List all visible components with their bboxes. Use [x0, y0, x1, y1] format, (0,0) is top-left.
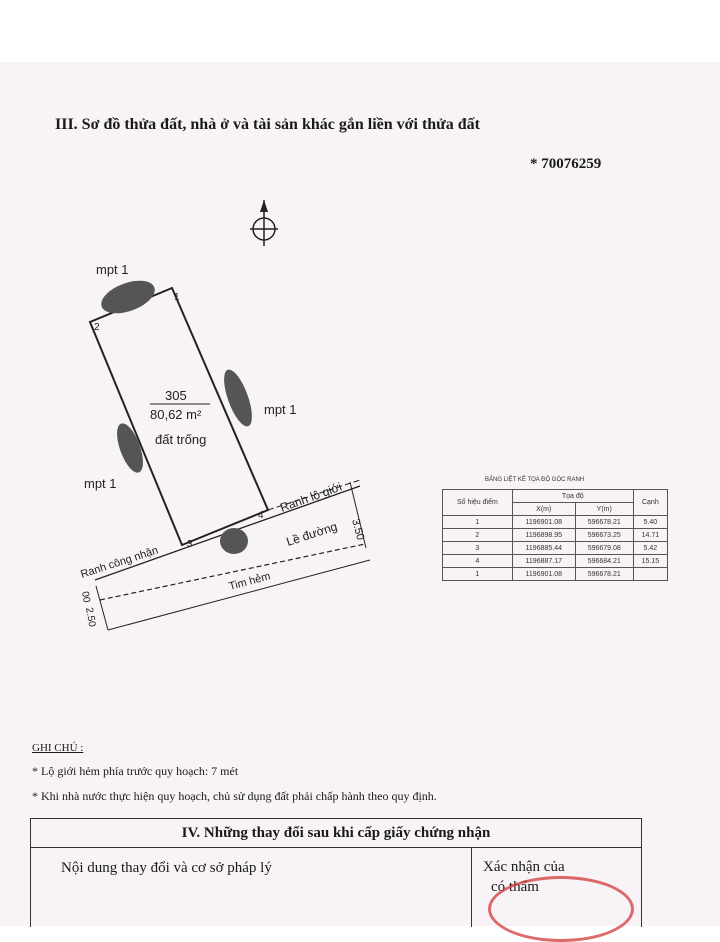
cell-x: 1196901.08 [512, 516, 575, 529]
section-title: III. Sơ đồ thửa đất, nhà ở và tài sản khác gắn liền với thửa đất [55, 116, 480, 133]
table-row [443, 542, 668, 555]
alley-center-label: Tim hẻm [227, 570, 272, 593]
col-coords-header: Tọa độ [512, 490, 633, 503]
table-row [443, 529, 668, 542]
cell-x: 1196898.95 [512, 529, 575, 542]
table-row [443, 568, 668, 581]
confirm-header-line2: có thẩm [491, 879, 539, 895]
cell-y: 596679.08 [575, 542, 633, 555]
cell-y: 596684.21 [575, 555, 633, 568]
cell-y: 596673.25 [575, 529, 633, 542]
neighbor-label-left: mpt 1 [84, 476, 117, 491]
confirm-header-line1: Xác nhận của [483, 859, 565, 875]
neighbor-label-right: mpt 1 [264, 402, 297, 417]
vertex-label: 1 [174, 292, 180, 303]
redaction-mark [218, 366, 257, 429]
cell-point: 1 [443, 568, 513, 581]
left-dimension-label-b: 2.50 [83, 606, 98, 628]
changes-content-column [31, 848, 472, 927]
cell-y: 596678.21 [575, 568, 633, 581]
parcel-area: 80,62 m² [150, 407, 202, 422]
col-edge-header: Cạnh [633, 490, 667, 516]
cell-edge [633, 568, 667, 581]
changes-content-header: Nội dung thay đổi và cơ sở pháp lý [61, 860, 272, 876]
cell-x: 1196885.44 [512, 542, 575, 555]
redaction-mark [97, 274, 159, 319]
vertex-label: 4 [258, 510, 264, 521]
parcel-number: 305 [165, 388, 187, 403]
col-point-header: Số hiệu điểm [443, 490, 513, 516]
certificate-serial: * 70076259 [530, 156, 602, 172]
notes-heading: GHI CHÚ : [32, 742, 84, 754]
neighbor-label-top: mpt 1 [96, 262, 129, 277]
note-item: * Khi nhà nước thực hiện quy hoạch, chủ sử dụng đất phải chấp hành theo quy định. [32, 789, 437, 803]
cell-y: 596678.21 [575, 516, 633, 529]
cell-edge: 5.40 [633, 516, 667, 529]
cell-point: 3 [443, 542, 513, 555]
vertex-label: 2 [94, 322, 100, 333]
cell-x: 1196887.17 [512, 555, 575, 568]
official-stamp [488, 876, 634, 942]
col-y-header: Y(m) [575, 503, 633, 516]
coord-table-title: BẢNG LIỆT KÊ TỌA ĐỘ GÓC RANH [485, 477, 585, 483]
cell-point: 4 [443, 555, 513, 568]
north-arrow-icon [250, 200, 278, 246]
cell-edge: 15.15 [633, 555, 667, 568]
col-x-header: X(m) [512, 503, 575, 516]
recognized-boundary-label: Ranh công nhận [79, 544, 160, 581]
redaction-mark [220, 528, 248, 554]
coordinate-table [442, 489, 668, 581]
land-use-label: đất trống [155, 432, 207, 447]
cell-x: 1196901.08 [512, 568, 575, 581]
note-item: * Lộ giới hẻm phía trước quy hoạch: 7 mét [32, 764, 239, 778]
notes-section [32, 742, 437, 814]
cell-edge: 14.71 [633, 529, 667, 542]
vertex-label: 3 [187, 539, 193, 550]
table-row [443, 516, 668, 529]
table-row [443, 555, 668, 568]
sidewalk-label: Lề đường [284, 519, 339, 549]
changes-title: IV. Những thay đổi sau khi cấp giấy chứng nhận [31, 819, 641, 848]
left-dimension-label-a: 00 [79, 590, 92, 604]
cell-point: 2 [443, 529, 513, 542]
planned-boundary-label: Ranh lộ giới [278, 479, 344, 515]
alley-edge-line [108, 560, 370, 630]
cell-edge: 5.42 [633, 542, 667, 555]
right-dimension-label: 3.50 [349, 517, 367, 542]
cell-point: 1 [443, 516, 513, 529]
